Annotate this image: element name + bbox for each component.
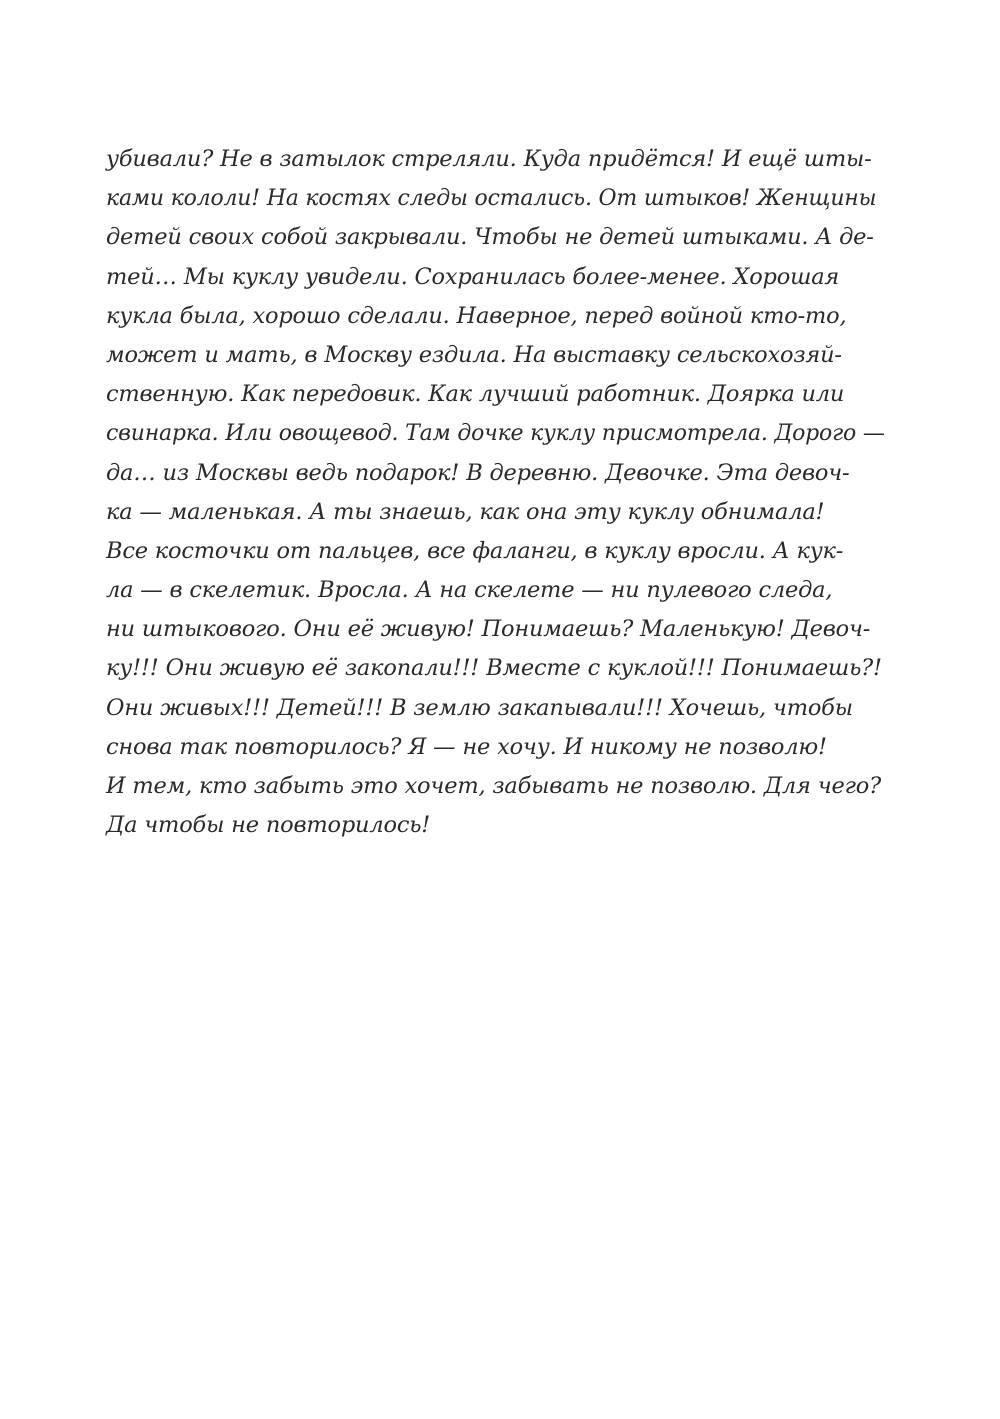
body-text bbox=[106, 140, 885, 845]
text-line: ками кололи! На костях следы остались. От штыков! Женщины bbox=[106, 186, 877, 212]
text-line: да… из Москвы ведь подарок! В деревню. Девочке. Эта девоч- bbox=[106, 459, 850, 486]
text-line: кукла была, хорошо сделали. Наверное, перед войной кто-то, bbox=[106, 302, 847, 329]
text-line: Все косточки от пальцев, все фаланги, в куклу вросли. А кук- bbox=[106, 537, 844, 564]
text-line: ка — маленькая. А ты знаешь, как она эту куклу обнимала! bbox=[106, 498, 825, 525]
text-line: ку!!! Они живую её закопали!!! Вместе с куклой!!! Понимаешь?! bbox=[106, 655, 882, 682]
text-line: ни штыкового. Они её живую! Понимаешь? Маленькую! Девоч- bbox=[106, 616, 871, 643]
text-line: детей своих собой закрывали. Чтобы не детей штыками. А де- bbox=[106, 224, 874, 251]
text-line: Они живых!!! Детей!!! В землю закапывали!!! Хочешь, чтобы bbox=[106, 694, 853, 721]
text-line: ственную. Как передовик. Как лучший работник. Доярка или bbox=[106, 381, 845, 408]
text-line: убивали? Не в затылок стреляли. Куда придётся! И ещё шты- bbox=[106, 146, 872, 172]
text-line: снова так повторилось? Я — не хочу. И никому не позволю! bbox=[106, 733, 827, 760]
text-line: свинарка. Или овощевод. Там дочке куклу присмотрела. Дорого — bbox=[106, 421, 885, 447]
text-line: тей… Мы куклу увидели. Сохранилась более-менее. Хорошая bbox=[106, 263, 840, 290]
text-line: Да чтобы не повторилось! bbox=[106, 812, 431, 839]
text-line: И тем, кто забыть это хочет, забывать не позволю. Для чего? bbox=[106, 773, 881, 799]
text-line: может и мать, в Москву ездила. На выставку сельскохозяй- bbox=[106, 341, 842, 368]
text-line: ла — в скелетик. Вросла. А на скелете — ни пулевого следа, bbox=[106, 577, 833, 604]
